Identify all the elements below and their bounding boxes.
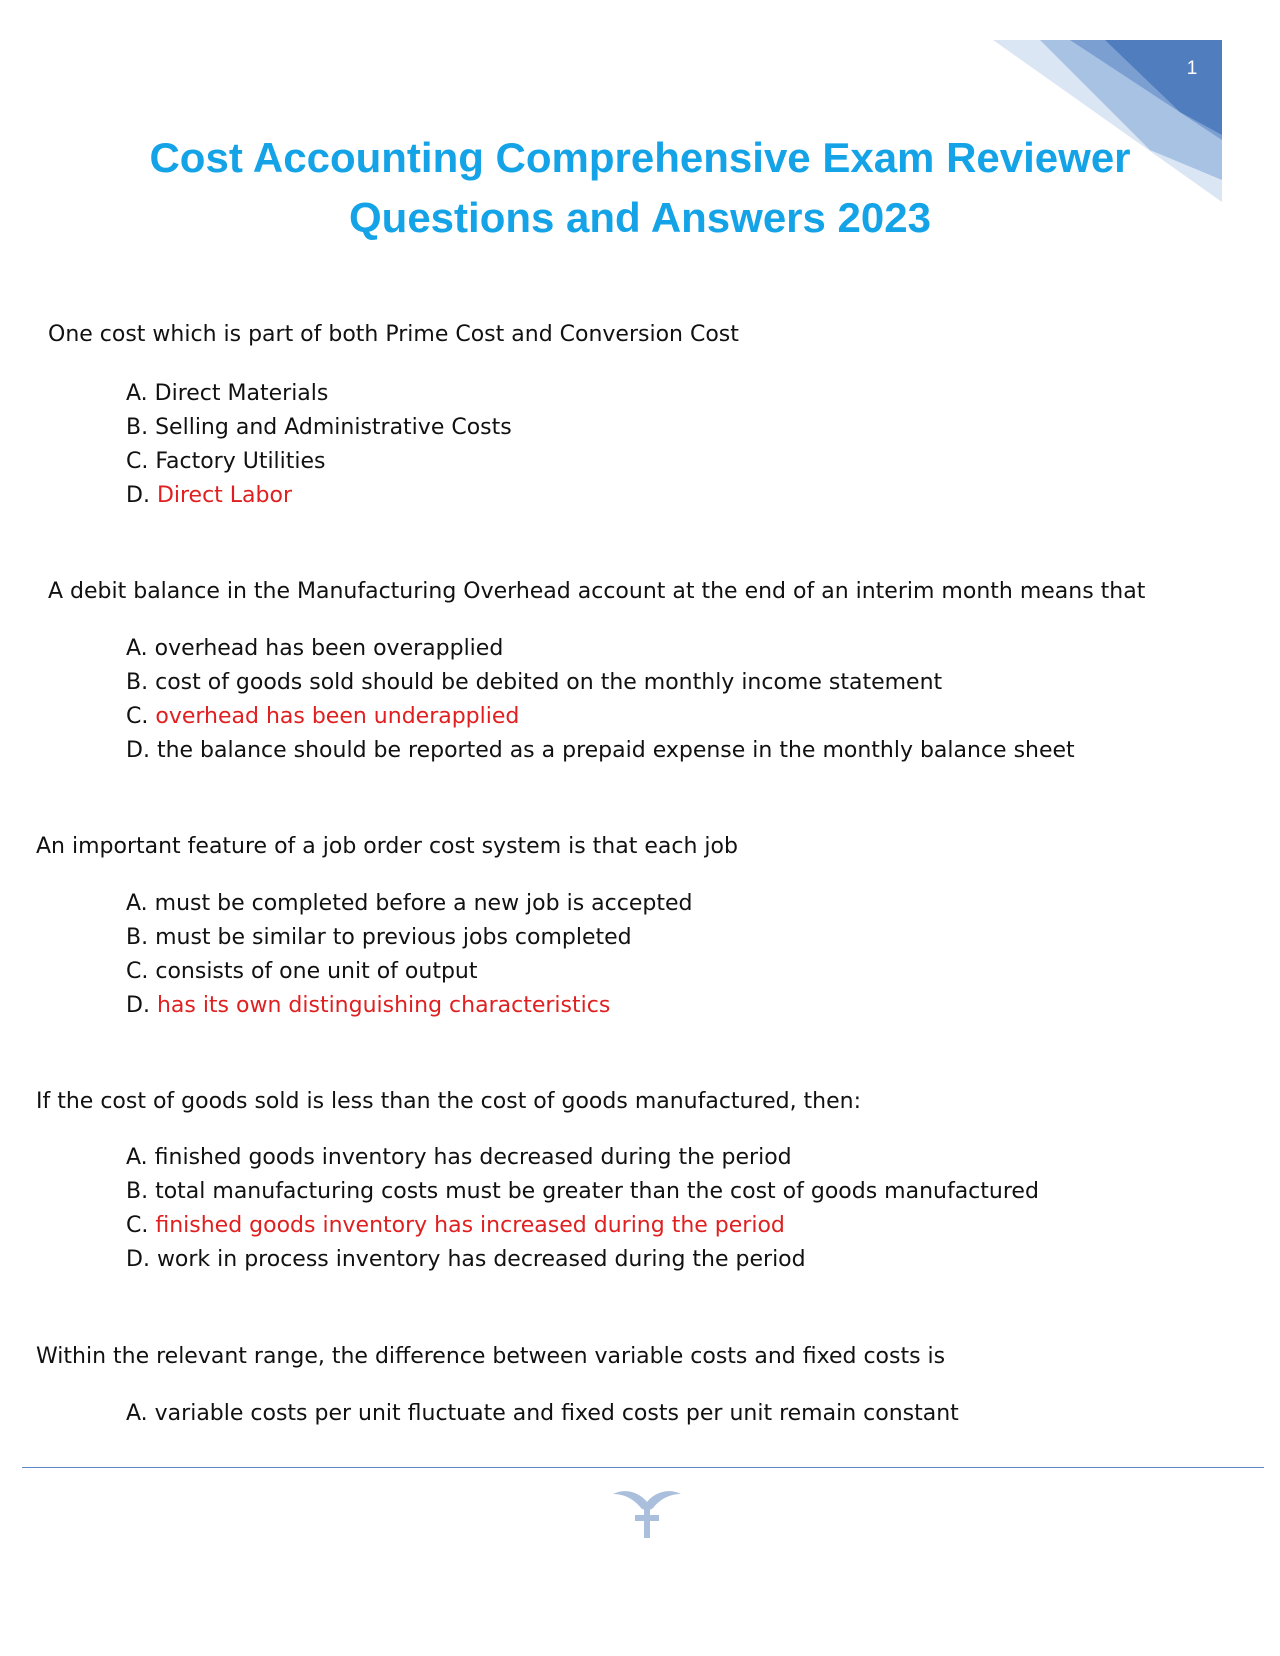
question-3-text: An important feature of a job order cost system is that each job xyxy=(36,834,738,859)
question-1-text: One cost which is part of both Prime Cost and Conversion Cost xyxy=(48,322,739,347)
title-line-1: Cost Accounting Comprehensive Exam Reviewer xyxy=(149,134,1131,181)
correct-answer-text: Direct Labor xyxy=(156,483,293,508)
correct-answer-text: finished goods inventory has increased during the period xyxy=(155,1213,785,1238)
option-text: Factory Utilities xyxy=(155,449,326,474)
question-4-text: If the cost of goods sold is less than the cost of goods manufactured, then: xyxy=(36,1089,862,1114)
option-text: the balance should be reported as a prepaid expense in the monthly balance sheet xyxy=(156,738,1075,763)
question-5-text: Within the relevant range, the difference between variable costs and fixed costs is xyxy=(36,1344,946,1369)
question-2-text: A debit balance in the Manufacturing Overhead account at the end of an interim month means that xyxy=(48,579,1146,604)
option-text: cost of goods sold should be debited on the monthly income statement xyxy=(155,670,943,695)
option-letter: A. xyxy=(126,891,148,916)
option-b xyxy=(126,411,512,445)
option-c xyxy=(126,1209,1039,1243)
option-text: must be similar to previous jobs completed xyxy=(155,925,632,950)
option-c xyxy=(126,445,512,479)
option-letter: A. xyxy=(126,381,148,406)
option-text: finished goods inventory has decreased during the period xyxy=(154,1145,792,1170)
option-text: must be completed before a new job is accepted xyxy=(154,891,693,916)
option-letter: B. xyxy=(126,670,149,695)
bird-logo-icon xyxy=(611,1488,683,1540)
option-c xyxy=(126,955,692,989)
option-d xyxy=(126,734,1075,768)
option-text: overhead has been overapplied xyxy=(154,636,504,661)
option-b xyxy=(126,1175,1039,1209)
option-a xyxy=(126,1397,959,1431)
option-text: Direct Materials xyxy=(154,381,329,406)
option-text: consists of one unit of output xyxy=(155,959,478,984)
option-letter: C. xyxy=(126,704,149,729)
option-b xyxy=(126,666,1075,700)
option-d xyxy=(126,1243,1039,1277)
option-a xyxy=(126,377,512,411)
question-3-options xyxy=(126,887,692,1023)
option-letter: B. xyxy=(126,415,149,440)
question-5-options xyxy=(126,1397,959,1431)
option-letter: D. xyxy=(126,993,150,1018)
option-letter: D. xyxy=(126,738,150,763)
page-title xyxy=(0,128,1280,248)
option-letter: D. xyxy=(126,1247,150,1272)
option-b xyxy=(126,921,692,955)
title-line-2: Questions and Answers 2023 xyxy=(349,194,931,241)
option-a xyxy=(126,1141,1039,1175)
correct-answer-text: overhead has been underapplied xyxy=(155,704,520,729)
option-d xyxy=(126,989,692,1023)
option-text: total manufacturing costs must be greater than the cost of goods manufactured xyxy=(155,1179,1039,1204)
option-letter: C. xyxy=(126,449,149,474)
option-letter: B. xyxy=(126,1179,149,1204)
option-letter: A. xyxy=(126,636,148,661)
option-text: Selling and Administrative Costs xyxy=(155,415,512,440)
question-4-options xyxy=(126,1141,1039,1277)
option-letter: D. xyxy=(126,483,150,508)
question-1-options xyxy=(126,377,512,513)
option-a xyxy=(126,632,1075,666)
option-d xyxy=(126,479,512,513)
question-2-options xyxy=(126,632,1075,768)
option-letter: B. xyxy=(126,925,149,950)
option-a xyxy=(126,887,692,921)
option-c xyxy=(126,700,1075,734)
page-number: 1 xyxy=(1186,58,1198,79)
option-text: variable costs per unit fluctuate and fixed costs per unit remain constant xyxy=(154,1401,959,1426)
option-letter: A. xyxy=(126,1145,148,1170)
correct-answer-text: has its own distinguishing characteristics xyxy=(156,993,611,1018)
option-letter: A. xyxy=(126,1401,148,1426)
option-text: work in process inventory has decreased during the period xyxy=(156,1247,806,1272)
option-letter: C. xyxy=(126,1213,149,1238)
option-letter: C. xyxy=(126,959,149,984)
footer-rule xyxy=(22,1467,1264,1468)
